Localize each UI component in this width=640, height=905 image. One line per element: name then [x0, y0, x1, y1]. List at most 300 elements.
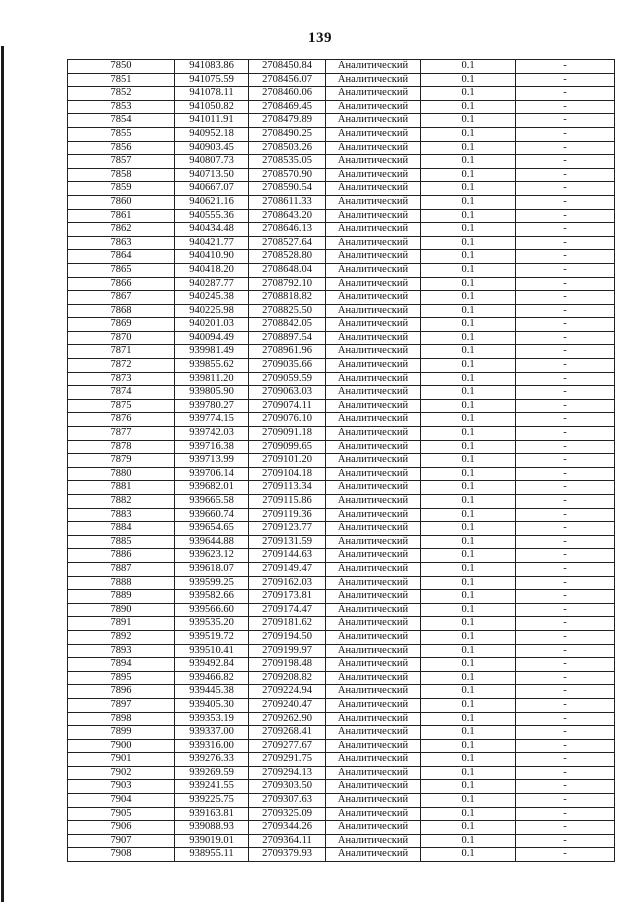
- method-cell: Аналитический: [326, 359, 421, 373]
- table-row: [68, 821, 615, 835]
- accuracy-cell: 0.1: [421, 467, 516, 481]
- method-cell: Аналитический: [326, 603, 421, 617]
- method-cell: Аналитический: [326, 236, 421, 250]
- method-cell: Аналитический: [326, 73, 421, 87]
- x-coordinate-cell: 939566.60: [175, 603, 249, 617]
- x-coordinate-cell: 940421.77: [175, 236, 249, 250]
- point-number-cell: 7860: [68, 195, 175, 209]
- x-coordinate-cell: 939682.01: [175, 481, 249, 495]
- y-coordinate-cell: 2708570.90: [249, 168, 326, 182]
- y-coordinate-cell: 2709099.65: [249, 440, 326, 454]
- accuracy-cell: 0.1: [421, 141, 516, 155]
- note-cell: -: [516, 549, 615, 563]
- point-number-cell: 7886: [68, 549, 175, 563]
- x-coordinate-cell: 939805.90: [175, 386, 249, 400]
- accuracy-cell: 0.1: [421, 114, 516, 128]
- note-cell: -: [516, 87, 615, 101]
- accuracy-cell: 0.1: [421, 508, 516, 522]
- x-coordinate-cell: 940903.45: [175, 141, 249, 155]
- table-row: [68, 277, 615, 291]
- note-cell: -: [516, 127, 615, 141]
- x-coordinate-cell: 939706.14: [175, 467, 249, 481]
- method-cell: Аналитический: [326, 223, 421, 237]
- x-coordinate-cell: 939811.20: [175, 372, 249, 386]
- note-cell: -: [516, 617, 615, 631]
- accuracy-cell: 0.1: [421, 766, 516, 780]
- x-coordinate-cell: 941050.82: [175, 100, 249, 114]
- x-coordinate-cell: 940667.07: [175, 182, 249, 196]
- x-coordinate-cell: 939019.01: [175, 834, 249, 848]
- note-cell: -: [516, 263, 615, 277]
- table-row: [68, 698, 615, 712]
- accuracy-cell: 0.1: [421, 359, 516, 373]
- y-coordinate-cell: 2709294.13: [249, 766, 326, 780]
- note-cell: -: [516, 291, 615, 305]
- table-row: [68, 250, 615, 264]
- note-cell: -: [516, 440, 615, 454]
- note-cell: -: [516, 195, 615, 209]
- note-cell: -: [516, 155, 615, 169]
- method-cell: Аналитический: [326, 712, 421, 726]
- accuracy-cell: 0.1: [421, 834, 516, 848]
- note-cell: -: [516, 413, 615, 427]
- table-row: [68, 454, 615, 468]
- accuracy-cell: 0.1: [421, 60, 516, 74]
- table-row: [68, 60, 615, 74]
- accuracy-cell: 0.1: [421, 168, 516, 182]
- point-number-cell: 7880: [68, 467, 175, 481]
- x-coordinate-cell: 939519.72: [175, 630, 249, 644]
- y-coordinate-cell: 2708503.26: [249, 141, 326, 155]
- note-cell: -: [516, 753, 615, 767]
- method-cell: Аналитический: [326, 155, 421, 169]
- table-row: [68, 794, 615, 808]
- point-number-cell: 7904: [68, 794, 175, 808]
- note-cell: -: [516, 739, 615, 753]
- point-number-cell: 7851: [68, 73, 175, 87]
- point-number-cell: 7862: [68, 223, 175, 237]
- point-number-cell: 7905: [68, 807, 175, 821]
- accuracy-cell: 0.1: [421, 155, 516, 169]
- y-coordinate-cell: 2708897.54: [249, 331, 326, 345]
- method-cell: Аналитический: [326, 372, 421, 386]
- y-coordinate-cell: 2709091.18: [249, 427, 326, 441]
- accuracy-cell: 0.1: [421, 753, 516, 767]
- method-cell: Аналитический: [326, 794, 421, 808]
- accuracy-cell: 0.1: [421, 576, 516, 590]
- method-cell: Аналитический: [326, 168, 421, 182]
- y-coordinate-cell: 2708479.89: [249, 114, 326, 128]
- y-coordinate-cell: 2708842.05: [249, 318, 326, 332]
- table-row: [68, 739, 615, 753]
- point-number-cell: 7855: [68, 127, 175, 141]
- table-row: [68, 168, 615, 182]
- x-coordinate-cell: 939713.99: [175, 454, 249, 468]
- table-row: [68, 834, 615, 848]
- y-coordinate-cell: 2708490.25: [249, 127, 326, 141]
- method-cell: Аналитический: [326, 331, 421, 345]
- table-row: [68, 223, 615, 237]
- x-coordinate-cell: 939466.82: [175, 671, 249, 685]
- x-coordinate-cell: 940287.77: [175, 277, 249, 291]
- x-coordinate-cell: 941075.59: [175, 73, 249, 87]
- y-coordinate-cell: 2709277.67: [249, 739, 326, 753]
- y-coordinate-cell: 2709268.41: [249, 726, 326, 740]
- table-row: [68, 73, 615, 87]
- table-row: [68, 712, 615, 726]
- table-row: [68, 630, 615, 644]
- accuracy-cell: 0.1: [421, 549, 516, 563]
- y-coordinate-cell: 2709240.47: [249, 698, 326, 712]
- point-number-cell: 7870: [68, 331, 175, 345]
- table-row: [68, 617, 615, 631]
- y-coordinate-cell: 2709199.97: [249, 644, 326, 658]
- y-coordinate-cell: 2709174.47: [249, 603, 326, 617]
- accuracy-cell: 0.1: [421, 807, 516, 821]
- accuracy-cell: 0.1: [421, 522, 516, 536]
- note-cell: -: [516, 141, 615, 155]
- point-number-cell: 7853: [68, 100, 175, 114]
- x-coordinate-cell: 939618.07: [175, 562, 249, 576]
- table-row: [68, 562, 615, 576]
- x-coordinate-cell: 939241.55: [175, 780, 249, 794]
- x-coordinate-cell: 940555.36: [175, 209, 249, 223]
- note-cell: -: [516, 685, 615, 699]
- y-coordinate-cell: 2709224.94: [249, 685, 326, 699]
- method-cell: Аналитический: [326, 182, 421, 196]
- point-number-cell: 7871: [68, 345, 175, 359]
- table-row: [68, 304, 615, 318]
- method-cell: Аналитический: [326, 399, 421, 413]
- accuracy-cell: 0.1: [421, 87, 516, 101]
- x-coordinate-cell: 939780.27: [175, 399, 249, 413]
- accuracy-cell: 0.1: [421, 386, 516, 400]
- accuracy-cell: 0.1: [421, 712, 516, 726]
- method-cell: Аналитический: [326, 427, 421, 441]
- y-coordinate-cell: 2709325.09: [249, 807, 326, 821]
- y-coordinate-cell: 2708611.33: [249, 195, 326, 209]
- y-coordinate-cell: 2709291.75: [249, 753, 326, 767]
- table-row: [68, 495, 615, 509]
- point-number-cell: 7893: [68, 644, 175, 658]
- method-cell: Аналитический: [326, 576, 421, 590]
- table-row: [68, 658, 615, 672]
- y-coordinate-cell: 2708648.04: [249, 263, 326, 277]
- point-number-cell: 7898: [68, 712, 175, 726]
- method-cell: Аналитический: [326, 522, 421, 536]
- accuracy-cell: 0.1: [421, 318, 516, 332]
- method-cell: Аналитический: [326, 100, 421, 114]
- x-coordinate-cell: 939654.65: [175, 522, 249, 536]
- accuracy-cell: 0.1: [421, 236, 516, 250]
- note-cell: -: [516, 114, 615, 128]
- y-coordinate-cell: 2708460.06: [249, 87, 326, 101]
- y-coordinate-cell: 2709379.93: [249, 848, 326, 862]
- y-coordinate-cell: 2708643.20: [249, 209, 326, 223]
- note-cell: -: [516, 766, 615, 780]
- table-row: [68, 155, 615, 169]
- point-number-cell: 7861: [68, 209, 175, 223]
- y-coordinate-cell: 2708535.05: [249, 155, 326, 169]
- accuracy-cell: 0.1: [421, 739, 516, 753]
- method-cell: Аналитический: [326, 209, 421, 223]
- note-cell: -: [516, 209, 615, 223]
- table-row: [68, 576, 615, 590]
- y-coordinate-cell: 2708825.50: [249, 304, 326, 318]
- note-cell: -: [516, 535, 615, 549]
- table-row: [68, 87, 615, 101]
- point-number-cell: 7859: [68, 182, 175, 196]
- point-number-cell: 7896: [68, 685, 175, 699]
- x-coordinate-cell: 939269.59: [175, 766, 249, 780]
- note-cell: -: [516, 60, 615, 74]
- x-coordinate-cell: 939716.38: [175, 440, 249, 454]
- x-coordinate-cell: 939492.84: [175, 658, 249, 672]
- note-cell: -: [516, 726, 615, 740]
- method-cell: Аналитический: [326, 535, 421, 549]
- point-number-cell: 7854: [68, 114, 175, 128]
- method-cell: Аналитический: [326, 495, 421, 509]
- accuracy-cell: 0.1: [421, 603, 516, 617]
- accuracy-cell: 0.1: [421, 590, 516, 604]
- note-cell: -: [516, 250, 615, 264]
- page-number: 139: [308, 30, 332, 46]
- accuracy-cell: 0.1: [421, 195, 516, 209]
- table-row: [68, 331, 615, 345]
- note-cell: -: [516, 658, 615, 672]
- y-coordinate-cell: 2709076.10: [249, 413, 326, 427]
- point-number-cell: 7877: [68, 427, 175, 441]
- note-cell: -: [516, 386, 615, 400]
- x-coordinate-cell: 939225.75: [175, 794, 249, 808]
- method-cell: Аналитический: [326, 590, 421, 604]
- table-row: [68, 603, 615, 617]
- point-number-cell: 7890: [68, 603, 175, 617]
- y-coordinate-cell: 2709059.59: [249, 372, 326, 386]
- accuracy-cell: 0.1: [421, 780, 516, 794]
- point-number-cell: 7875: [68, 399, 175, 413]
- method-cell: Аналитический: [326, 277, 421, 291]
- method-cell: Аналитический: [326, 685, 421, 699]
- method-cell: Аналитический: [326, 617, 421, 631]
- method-cell: Аналитический: [326, 114, 421, 128]
- note-cell: -: [516, 712, 615, 726]
- accuracy-cell: 0.1: [421, 73, 516, 87]
- accuracy-cell: 0.1: [421, 209, 516, 223]
- method-cell: Аналитический: [326, 250, 421, 264]
- method-cell: Аналитический: [326, 508, 421, 522]
- table-row: [68, 386, 615, 400]
- note-cell: -: [516, 848, 615, 862]
- accuracy-cell: 0.1: [421, 372, 516, 386]
- accuracy-cell: 0.1: [421, 562, 516, 576]
- y-coordinate-cell: 2708469.45: [249, 100, 326, 114]
- y-coordinate-cell: 2708961.96: [249, 345, 326, 359]
- point-number-cell: 7865: [68, 263, 175, 277]
- x-coordinate-cell: 939088.93: [175, 821, 249, 835]
- note-cell: -: [516, 454, 615, 468]
- x-coordinate-cell: 939660.74: [175, 508, 249, 522]
- point-number-cell: 7901: [68, 753, 175, 767]
- x-coordinate-cell: 939405.30: [175, 698, 249, 712]
- y-coordinate-cell: 2708792.10: [249, 277, 326, 291]
- y-coordinate-cell: 2709074.11: [249, 399, 326, 413]
- y-coordinate-cell: 2709115.86: [249, 495, 326, 509]
- x-coordinate-cell: 941083.86: [175, 60, 249, 74]
- method-cell: Аналитический: [326, 386, 421, 400]
- y-coordinate-cell: 2708590.54: [249, 182, 326, 196]
- method-cell: Аналитический: [326, 658, 421, 672]
- x-coordinate-cell: 940245.38: [175, 291, 249, 305]
- point-number-cell: 7902: [68, 766, 175, 780]
- x-coordinate-cell: 939316.00: [175, 739, 249, 753]
- x-coordinate-cell: 939535.20: [175, 617, 249, 631]
- accuracy-cell: 0.1: [421, 399, 516, 413]
- x-coordinate-cell: 939981.49: [175, 345, 249, 359]
- accuracy-cell: 0.1: [421, 535, 516, 549]
- y-coordinate-cell: 2709104.18: [249, 467, 326, 481]
- point-number-cell: 7884: [68, 522, 175, 536]
- x-coordinate-cell: 940952.18: [175, 127, 249, 141]
- accuracy-cell: 0.1: [421, 658, 516, 672]
- x-coordinate-cell: 940621.16: [175, 195, 249, 209]
- x-coordinate-cell: 940225.98: [175, 304, 249, 318]
- note-cell: -: [516, 590, 615, 604]
- method-cell: Аналитический: [326, 481, 421, 495]
- x-coordinate-cell: 941078.11: [175, 87, 249, 101]
- method-cell: Аналитический: [326, 413, 421, 427]
- table-row: [68, 780, 615, 794]
- y-coordinate-cell: 2708818.82: [249, 291, 326, 305]
- method-cell: Аналитический: [326, 753, 421, 767]
- point-number-cell: 7866: [68, 277, 175, 291]
- accuracy-cell: 0.1: [421, 250, 516, 264]
- coordinates-table-body: [68, 60, 615, 862]
- method-cell: Аналитический: [326, 821, 421, 835]
- point-number-cell: 7883: [68, 508, 175, 522]
- table-row: [68, 685, 615, 699]
- table-row: [68, 359, 615, 373]
- point-number-cell: 7891: [68, 617, 175, 631]
- table-row: [68, 141, 615, 155]
- x-coordinate-cell: 939445.38: [175, 685, 249, 699]
- point-number-cell: 7906: [68, 821, 175, 835]
- x-coordinate-cell: 939510.41: [175, 644, 249, 658]
- note-cell: -: [516, 698, 615, 712]
- point-number-cell: 7876: [68, 413, 175, 427]
- y-coordinate-cell: 2709123.77: [249, 522, 326, 536]
- point-number-cell: 7867: [68, 291, 175, 305]
- point-number-cell: 7856: [68, 141, 175, 155]
- point-number-cell: 7885: [68, 535, 175, 549]
- accuracy-cell: 0.1: [421, 726, 516, 740]
- table-row: [68, 766, 615, 780]
- note-cell: -: [516, 807, 615, 821]
- point-number-cell: 7894: [68, 658, 175, 672]
- note-cell: -: [516, 603, 615, 617]
- table-row: [68, 644, 615, 658]
- table-row: [68, 100, 615, 114]
- x-coordinate-cell: 939742.03: [175, 427, 249, 441]
- accuracy-cell: 0.1: [421, 345, 516, 359]
- y-coordinate-cell: 2709063.03: [249, 386, 326, 400]
- point-number-cell: 7850: [68, 60, 175, 74]
- method-cell: Аналитический: [326, 87, 421, 101]
- y-coordinate-cell: 2708527.64: [249, 236, 326, 250]
- accuracy-cell: 0.1: [421, 495, 516, 509]
- y-coordinate-cell: 2709144.63: [249, 549, 326, 563]
- y-coordinate-cell: 2709194.50: [249, 630, 326, 644]
- note-cell: -: [516, 345, 615, 359]
- note-cell: -: [516, 100, 615, 114]
- accuracy-cell: 0.1: [421, 427, 516, 441]
- accuracy-cell: 0.1: [421, 848, 516, 862]
- table-row: [68, 848, 615, 862]
- method-cell: Аналитический: [326, 318, 421, 332]
- accuracy-cell: 0.1: [421, 331, 516, 345]
- point-number-cell: 7908: [68, 848, 175, 862]
- table-row: [68, 413, 615, 427]
- accuracy-cell: 0.1: [421, 263, 516, 277]
- method-cell: Аналитический: [326, 562, 421, 576]
- method-cell: Аналитический: [326, 304, 421, 318]
- table-row: [68, 753, 615, 767]
- note-cell: -: [516, 427, 615, 441]
- table-row: [68, 345, 615, 359]
- method-cell: Аналитический: [326, 834, 421, 848]
- y-coordinate-cell: 2709119.36: [249, 508, 326, 522]
- y-coordinate-cell: 2708456.07: [249, 73, 326, 87]
- note-cell: -: [516, 780, 615, 794]
- note-cell: -: [516, 73, 615, 87]
- accuracy-cell: 0.1: [421, 698, 516, 712]
- x-coordinate-cell: 939644.88: [175, 535, 249, 549]
- note-cell: -: [516, 522, 615, 536]
- point-number-cell: 7882: [68, 495, 175, 509]
- table-row: [68, 372, 615, 386]
- x-coordinate-cell: 941011.91: [175, 114, 249, 128]
- point-number-cell: 7863: [68, 236, 175, 250]
- table-row: [68, 807, 615, 821]
- method-cell: Аналитический: [326, 630, 421, 644]
- x-coordinate-cell: 939599.25: [175, 576, 249, 590]
- note-cell: -: [516, 223, 615, 237]
- note-cell: -: [516, 168, 615, 182]
- method-cell: Аналитический: [326, 739, 421, 753]
- table-row: [68, 209, 615, 223]
- x-coordinate-cell: 939163.81: [175, 807, 249, 821]
- accuracy-cell: 0.1: [421, 685, 516, 699]
- y-coordinate-cell: 2709173.81: [249, 590, 326, 604]
- coordinates-table: [67, 59, 615, 862]
- method-cell: Аналитический: [326, 766, 421, 780]
- table-row: [68, 467, 615, 481]
- method-cell: Аналитический: [326, 263, 421, 277]
- accuracy-cell: 0.1: [421, 671, 516, 685]
- note-cell: -: [516, 495, 615, 509]
- y-coordinate-cell: 2709364.11: [249, 834, 326, 848]
- note-cell: -: [516, 304, 615, 318]
- point-number-cell: 7852: [68, 87, 175, 101]
- note-cell: -: [516, 794, 615, 808]
- accuracy-cell: 0.1: [421, 481, 516, 495]
- table-row: [68, 399, 615, 413]
- method-cell: Аналитический: [326, 780, 421, 794]
- table-row: [68, 481, 615, 495]
- method-cell: Аналитический: [326, 698, 421, 712]
- x-coordinate-cell: 939353.19: [175, 712, 249, 726]
- note-cell: -: [516, 481, 615, 495]
